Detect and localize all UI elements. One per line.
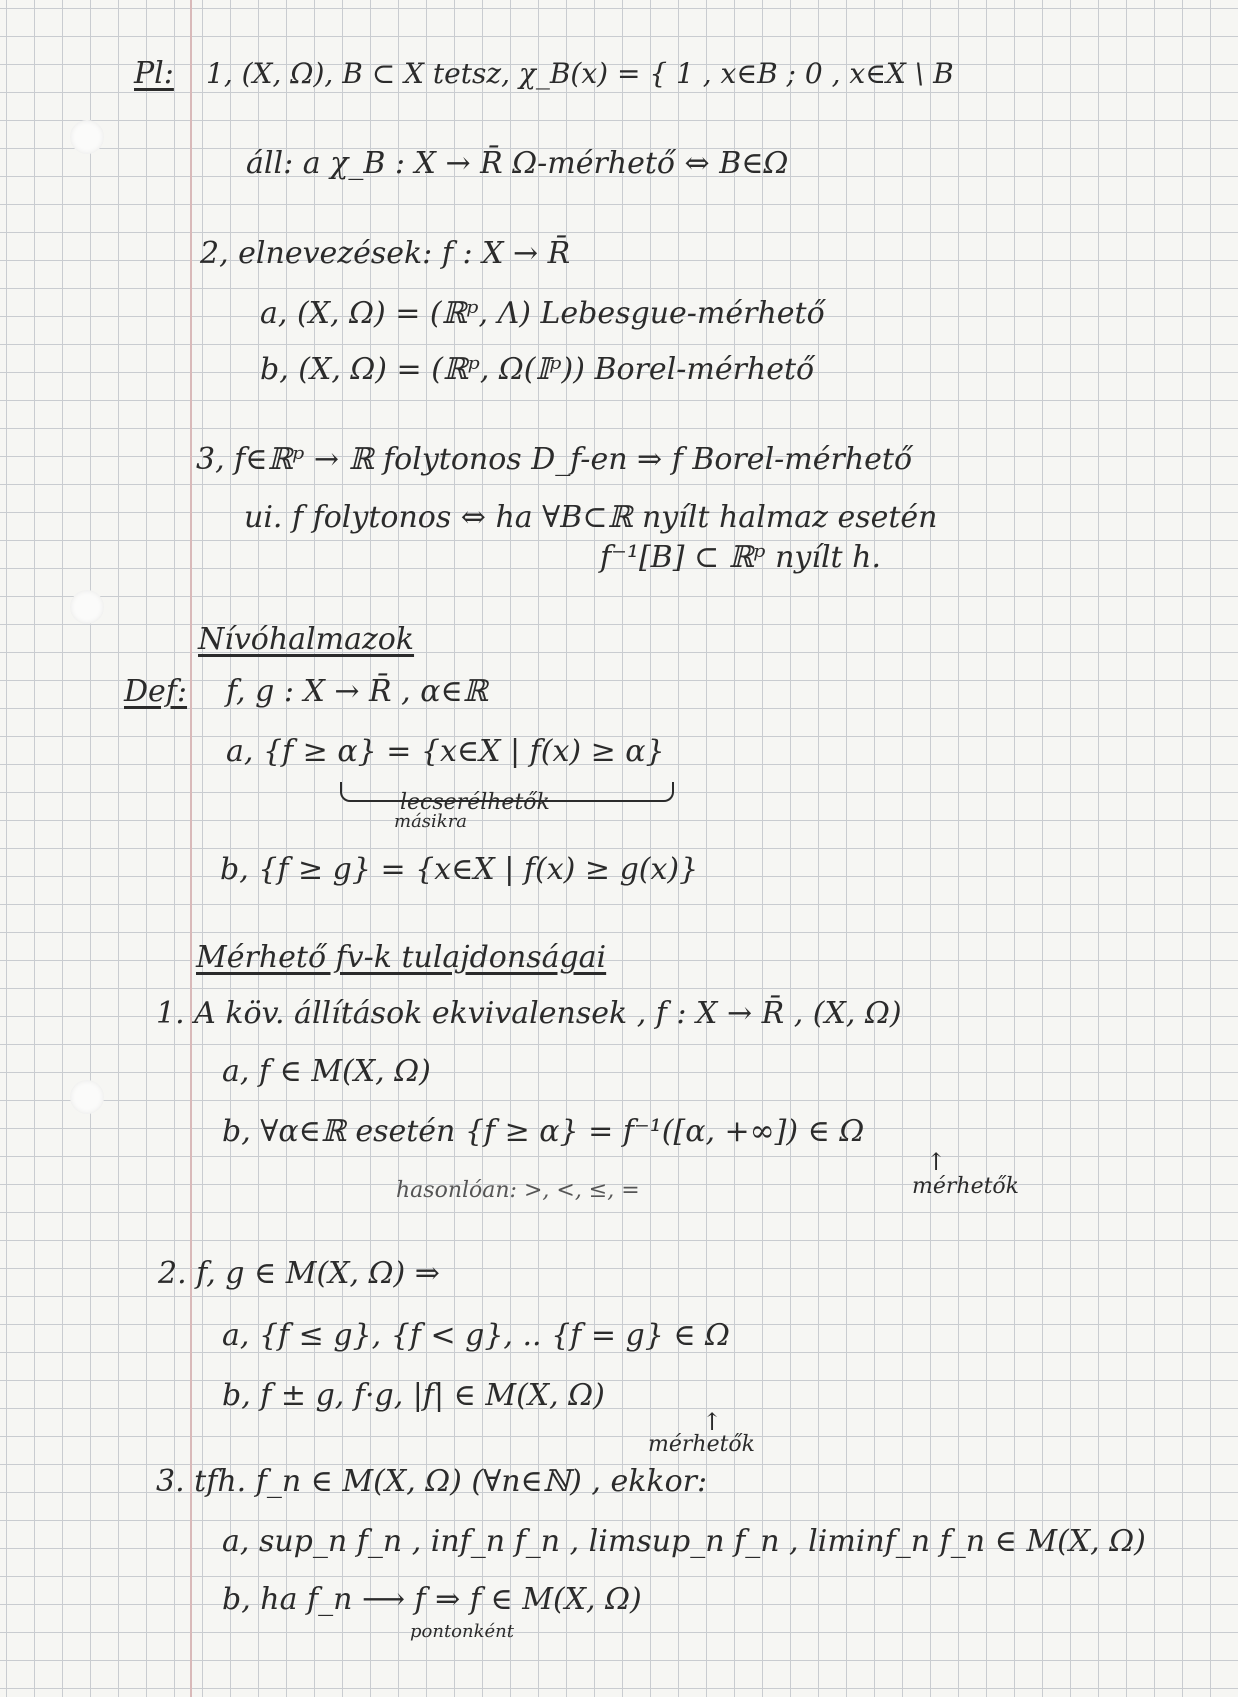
note-pointwise: pontonként <box>410 1621 515 1642</box>
example-2-title: 2, elnevezések: f : X → R̄ <box>200 236 571 271</box>
property-1-similarly: hasonlóan: >, <, ≤, = <box>396 1178 640 1203</box>
property-3-title: 3. tfh. f_n ∈ M(X, Ω) (∀n∈ℕ) , ekkor: <box>156 1464 708 1499</box>
section-heading-level-sets: Nívóhalmazok <box>198 622 415 657</box>
definition-b: b, {f ≥ g} = {x∈X | f(x) ≥ g(x)} <box>220 852 699 887</box>
property-2-b: b, f ± g, f·g, |f| ∈ M(X, Ω) <box>222 1378 605 1413</box>
punch-hole-bottom <box>70 1080 104 1114</box>
property-1-a: a, f ∈ M(X, Ω) <box>222 1054 431 1089</box>
example-label: Pl: <box>134 56 174 91</box>
up-arrow-measurable-1: ↑ <box>926 1148 947 1176</box>
property-2-title: 2. f, g ∈ M(X, Ω) ⇒ <box>158 1256 440 1291</box>
example-3-reason: ui. f folytonos ⇔ ha ∀B⊂ℝ nyílt halmaz esetén <box>244 500 938 535</box>
example-1-definition: 1, (X, Ω), B ⊂ X tetsz, χ_B(x) = { 1 , x∈B ; 0 , x∈X \ B <box>206 57 954 90</box>
punch-hole-middle <box>70 590 104 624</box>
punch-hole-top <box>70 120 104 154</box>
property-2-a: a, {f ≤ g}, {f < g}, .. {f = g} ∈ Ω <box>222 1318 730 1353</box>
example-2-borel: b, (X, Ω) = (ℝᵖ, Ω(𝕀ᵖ)) Borel-mérhető <box>260 352 815 387</box>
property-3-b: b, ha f_n ⟶ f ⇒ f ∈ M(X, Ω) <box>222 1582 642 1617</box>
definition-domain: f, g : X → R̄ , α∈ℝ <box>226 674 488 709</box>
margin-line <box>190 0 192 1697</box>
example-3-reason-cont: f⁻¹[B] ⊂ ℝᵖ nyílt h. <box>600 540 882 575</box>
property-1-b: b, ∀α∈ℝ esetén {f ≥ α} = f⁻¹([α, +∞]) ∈ Ω <box>222 1114 865 1149</box>
note-measurable-1: mérhetők <box>912 1174 1020 1199</box>
property-1-title: 1. A köv. állítások ekvivalensek , f : X → R̄ , (X, Ω) <box>156 996 902 1031</box>
example-2-lebesgue: a, (X, Ω) = (ℝᵖ, Λ) Lebesgue-mérhető <box>260 296 825 331</box>
section-heading-properties: Mérhető fv-k tulajdonságai <box>196 940 607 975</box>
example-3-statement: 3, f∈ℝᵖ → ℝ folytonos D_f-en ⇒ f Borel-mérhető <box>196 442 913 477</box>
property-3-a: a, sup_n f_n , inf_n f_n , limsup_n f_n , liminf_n f_n ∈ M(X, Ω) <box>222 1524 1146 1559</box>
example-1-statement: áll: a χ_B : X → R̄ Ω-mérhető ⇔ B∈Ω <box>246 146 789 181</box>
up-arrow-measurable-2: ↑ <box>702 1408 723 1436</box>
note-with-other: másikra <box>394 811 468 832</box>
definition-a: a, {f ≥ α} = {x∈X | f(x) ≥ α} <box>226 734 665 769</box>
definition-label: Def: <box>124 674 188 709</box>
note-replaceable: lecserélhetők <box>400 790 550 815</box>
note-measurable-2: mérhetők <box>648 1432 756 1457</box>
